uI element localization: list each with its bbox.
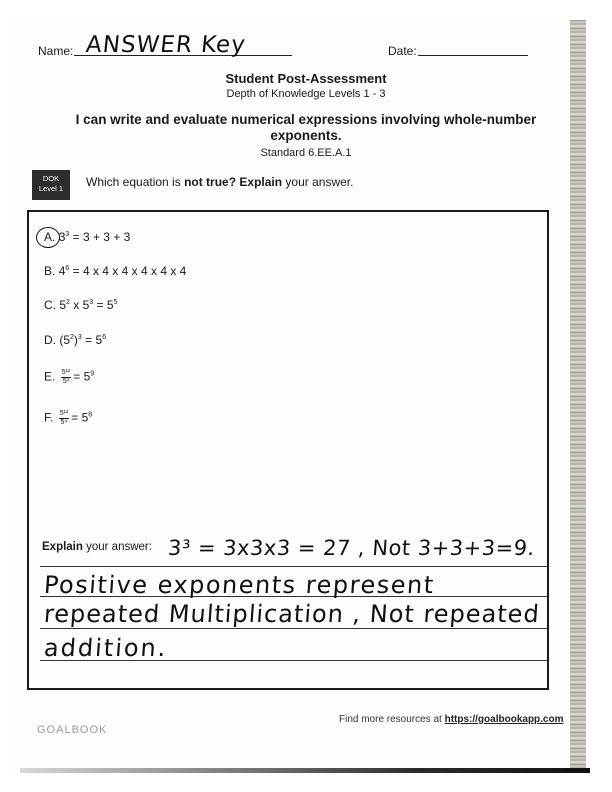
option-d <box>44 333 106 347</box>
footer-link[interactable]: https://goalbookapp.com <box>444 714 564 725</box>
bottom-edge-shadow <box>20 768 590 773</box>
option-e-numerator: 5¹² <box>61 369 71 376</box>
option-a <box>44 230 130 244</box>
footer-prefix: Find more resources at <box>339 714 445 725</box>
option-a-letter: A. <box>44 230 56 244</box>
option-c-base: 5 <box>59 298 67 312</box>
option-e-letter: E. <box>44 369 56 384</box>
answer-line-1 <box>40 566 548 567</box>
option-a-exponent: 3 <box>65 231 70 238</box>
option-c <box>44 298 117 312</box>
option-b-rest: = 4 x 4 x 4 x 4 x 4 x 4 <box>69 264 187 278</box>
option-f-exponent: 8 <box>88 411 93 419</box>
question-prompt <box>86 175 353 189</box>
name-handwritten: ANSWER Key <box>84 32 248 58</box>
handwritten-answer-line-4: addition. <box>43 634 169 662</box>
option-f-denominator: 5⁴ <box>60 419 68 426</box>
handwritten-answer-line-3: repeated Multiplication , Not repeated <box>43 600 541 628</box>
date-label: Date: <box>388 44 417 58</box>
option-c-mid: x 5 <box>69 298 90 312</box>
name-label: Name: <box>38 44 74 58</box>
option-c-exp1: 2 <box>66 299 70 306</box>
option-f-rest: = 5 <box>71 410 89 425</box>
option-c-letter: C. <box>44 298 56 312</box>
handwritten-answer-line-2: Positive exponents represent <box>43 571 436 599</box>
explain-label-rest: your answer: <box>82 541 152 553</box>
standard-code: Standard 6.EE.A.1 <box>260 147 352 159</box>
option-c-exp3: 5 <box>113 299 118 306</box>
option-b-exponent: 6 <box>65 265 70 272</box>
answer-line-3 <box>40 628 548 629</box>
explain-label <box>42 541 152 553</box>
option-f-fraction <box>59 410 70 427</box>
explain-label-bold: Explain <box>42 541 83 553</box>
date-underline <box>418 55 528 56</box>
question-emphasis-not-true: not true? <box>184 175 237 189</box>
option-d-exp1: 2 <box>70 334 74 341</box>
option-e-rest: = 5 <box>73 369 91 384</box>
option-e <box>44 369 94 386</box>
learning-objective: I can write and evaluate numerical expressions involving whole-number exponents. <box>75 112 537 143</box>
goalbook-logo: GOALBOOK <box>37 724 108 736</box>
page-edge-shadow <box>570 20 586 768</box>
option-d-letter: D. <box>44 333 56 347</box>
option-a-rest: = 3 + 3 + 3 <box>69 230 131 244</box>
option-e-fraction <box>61 369 72 386</box>
dok-badge-line1: DOK <box>42 174 60 183</box>
footer-text <box>339 714 564 725</box>
option-e-exponent: 9 <box>90 370 95 378</box>
question-prefix: Which equation is <box>86 175 185 189</box>
option-d-exp2: 3 <box>77 334 82 341</box>
option-c-rest: = 5 <box>93 298 114 312</box>
option-b-letter: B. <box>44 264 56 278</box>
option-a-base: 3 <box>58 230 66 244</box>
handwritten-answer-line-1: 3³ = 3x3x3 = 27 , Not 3+3+3=9. <box>167 536 536 560</box>
option-d-exp3: 6 <box>102 334 107 341</box>
page-title: Student Post-Assessment <box>225 71 387 86</box>
option-e-denominator: 5³ <box>62 378 70 385</box>
dok-badge-line2: Level 1 <box>38 184 64 193</box>
option-f-numerator: 5¹² <box>59 410 69 417</box>
option-b-base: 4 <box>58 264 66 278</box>
option-b <box>44 264 186 278</box>
question-suffix: your answer. <box>282 175 354 189</box>
option-f-letter: F. <box>44 410 54 425</box>
option-d-rest: = 5 <box>81 333 103 347</box>
option-c-exp2: 3 <box>89 299 94 306</box>
page-subtitle: Depth of Knowledge Levels 1 - 3 <box>226 88 386 100</box>
option-f <box>44 410 92 427</box>
dok-badge <box>32 170 70 200</box>
question-emphasis-explain: Explain <box>239 175 283 189</box>
option-d-open: (5 <box>59 333 71 347</box>
option-d-close: ) <box>73 333 78 347</box>
